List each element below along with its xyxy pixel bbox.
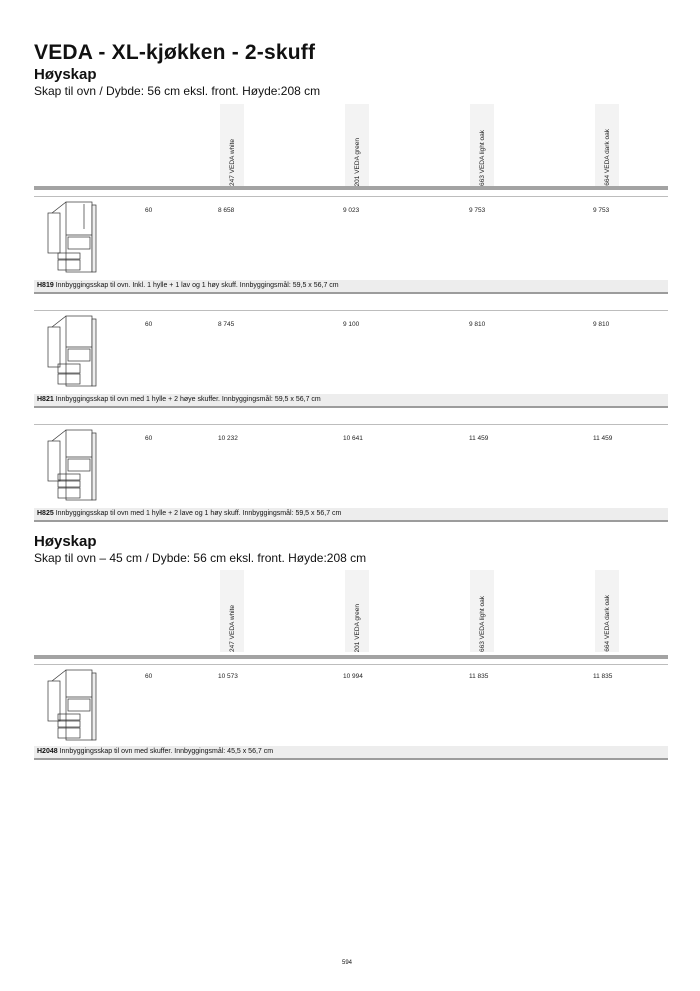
cabinet-drawing: [44, 313, 108, 389]
product-text: Innbyggingsskap til ovn med 1 hylle + 2 lave og 1 høy skuff. Innbyggingsmål: 59,5 x 56,7 cm: [55, 510, 342, 517]
product-code: H821: [37, 396, 54, 403]
price-green: 9 023: [343, 207, 360, 214]
row-divider: [34, 664, 668, 665]
product-code: H2048: [37, 748, 58, 755]
price-dark-oak: 11 459: [593, 435, 613, 442]
row-divider: [34, 310, 668, 311]
column-header: 201 VEDA green: [345, 570, 369, 652]
price-light-oak: 9 753: [469, 207, 486, 214]
column-header: 201 VEDA green: [345, 104, 369, 186]
price-light-oak: 9 810: [469, 321, 486, 328]
price-dark-oak: 9 753: [593, 207, 610, 214]
header-divider: [34, 186, 668, 190]
column-header: 663 VEDA light oak: [470, 104, 494, 186]
section-heading: Høyskap: [34, 66, 97, 83]
column-header: 664 VEDA dark oak: [595, 104, 619, 186]
section-subtitle: Skap til ovn / Dybde: 56 cm eksl. front. Høyde:208 cm: [34, 84, 321, 98]
column-header: 247 VEDA white: [220, 104, 244, 186]
header-divider: [34, 655, 668, 659]
product-description: [34, 394, 668, 408]
column-header: 664 VEDA dark oak: [595, 570, 619, 652]
price-white: 8 658: [218, 207, 235, 214]
price-white: 8 745: [218, 321, 235, 328]
price-white: 10 232: [218, 435, 238, 442]
width-value: 60: [145, 321, 153, 328]
section-heading: Høyskap: [34, 533, 97, 550]
product-text: Innbyggingsskap til ovn. Inkl. 1 hylle + 1 lav og 1 høy skuff. Innbyggingsmål: 59,5 x 56,7 cm: [55, 282, 339, 289]
price-dark-oak: 9 810: [593, 321, 610, 328]
cabinet-drawing: [44, 199, 108, 275]
page-title: VEDA - XL-kjøkken - 2-skuff: [34, 41, 316, 64]
width-value: 60: [145, 435, 153, 442]
cabinet-drawing: [44, 667, 108, 743]
product-text: Innbyggingsskap til ovn med skuffer. Innbyggingsmål: 45,5 x 56,7 cm: [59, 748, 274, 755]
product-description: [34, 280, 668, 294]
section-subtitle: Skap til ovn – 45 cm / Dybde: 56 cm eksl. front. Høyde:208 cm: [34, 551, 367, 565]
row-divider: [34, 196, 668, 197]
price-light-oak: 11 835: [469, 673, 489, 680]
width-value: 60: [145, 673, 153, 680]
column-header: 247 VEDA white: [220, 570, 244, 652]
width-value: 60: [145, 207, 153, 214]
cabinet-drawing: [44, 427, 108, 503]
price-dark-oak: 11 835: [593, 673, 613, 680]
row-divider: [34, 424, 668, 425]
column-header: 663 VEDA light oak: [470, 570, 494, 652]
product-text: Innbyggingsskap til ovn med 1 hylle + 2 høye skuffer. Innbyggingsmål: 59,5 x 56,7 cm: [55, 396, 321, 403]
product-description: [34, 508, 668, 522]
page-number: 594: [342, 960, 353, 966]
price-green: 10 994: [343, 673, 363, 680]
price-green: 9 100: [343, 321, 360, 328]
product-code: H819: [37, 282, 54, 289]
product-description: [34, 746, 668, 760]
product-code: H825: [37, 510, 54, 517]
price-green: 10 641: [343, 435, 363, 442]
price-light-oak: 11 459: [469, 435, 489, 442]
price-white: 10 573: [218, 673, 238, 680]
